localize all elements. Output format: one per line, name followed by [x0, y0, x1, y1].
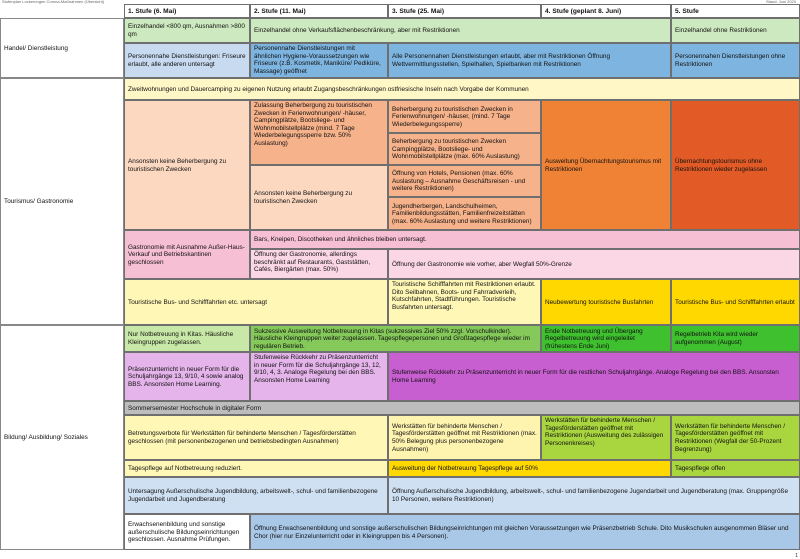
schule-stage-2: Stufenweise Rückkehr zu Präsenzunterricht in neuer Form für die Schuljahrgänge 13, 12, 9/10, 4, 3. Analoge Regelung bei den BBS. Ansonsten Home Learning	[250, 352, 388, 401]
category-tourismus: Tourismus/ Gastronomie	[0, 78, 124, 325]
dienstleistung-stage-1: Personennahe Dienstleistungen: Friseure erlaubt, alle anderen untersagt	[124, 43, 250, 78]
hochschule-row: Sommersemester Hochschule in digitaler Form	[124, 401, 800, 415]
kita-stage-2-3: Sukzessive Ausweitung Notbetreuung in Kitas (sukzessives Ziel 50% zzgl. Vorschulkinder). Häusliche Kleingruppen weiter zugelassen. Tagespflegepersonen und Großtagespflege wieder im regulären Betrieb.	[250, 325, 541, 352]
column-header-stage-1: 1. Stufe (6. Mai)	[124, 4, 250, 18]
column-header-stage-2: 2. Stufe (11. Mai)	[250, 4, 388, 18]
column-header-stage-3: 3. Stufe (25. Mai)	[388, 4, 541, 18]
beherbergung-stage-4: Ausweitung Übernachtungstourismus mit Restriktionen	[541, 100, 671, 230]
tagespflege-stage-1-2: Tagespflege auf Notbetreuung reduziert.	[124, 460, 388, 477]
bus-schiff-stage-4: Neubewertung touristische Busfahrten	[541, 279, 671, 325]
bars-row: Bars, Kneipen, Discotheken und ähnliches bleiben untersagt.	[250, 230, 800, 249]
dienstleistung-stage-5: Personennahen Dienstleistungen ohne Restriktionen	[671, 43, 800, 78]
werkstaetten-stage-5: Werkstätten für behinderte Menschen / Tagesförderstätten geöffnet mit Restriktionen (Wegfall der 50-Prozent Begrenzung)	[671, 415, 800, 460]
erwachsenenbildung-stage-2-5: Öffnung Erwachsenenbildung und sonstige außerschulischen Bildungseinrichtungen mit gleichen Voraussetzungen wie Präsenzbetrieb Schule. Dito Musikschulen ausgenommen Bläser und Chor (hier nur Einzelunterricht oder in Kleingruppen bis 4 Personen).	[250, 514, 800, 550]
column-header-stage-5: 5. Stufe	[671, 4, 800, 18]
kita-stage-1: Nur Notbetreuung in Kitas. Häusliche Kleingruppen zugelassen.	[124, 325, 250, 352]
werkstaetten-stage-3: Werkstätten für behinderte Menschen / Tagesförderstätten geöffnet mit Restriktionen (max. 50% Belegung plus personenbezogene Ausnahmen)	[388, 415, 541, 460]
bus-schiff-stage-3: Touristische Schifffahrten mit Restriktionen erlaubt. Dito Seilbahnen, Boots- und Fahrradverleih, Kutschfahrten, Stadtführungen. Touristische Busfahrten untersagt.	[388, 279, 541, 325]
column-header-stage-4: 4. Stufe (geplant 8. Juni)	[541, 4, 671, 18]
header-right: Stand: Juni 2020	[765, 0, 796, 4]
beherbergung-stage-2-sonst: Ansonsten keine Beherbergung zu touristischen Zwecken	[250, 165, 388, 230]
bus-schiff-stage-5: Touristische Bus- und Schifffahrten erlaubt	[671, 279, 800, 325]
jugendbildung-stage-1-2: Untersagung Außerschulische Jugendbildung, arbeitswelt-, schul- und familienbezogene Jugendarbeit und Jugendberatung	[124, 477, 388, 514]
category-bildung: Bildung/ Ausbildung/ Soziales	[0, 325, 124, 550]
category-handel: Handel/ Dienstleistung	[0, 18, 124, 78]
jugendbildung-stage-3-5: Öffnung Außerschulische Jugendbildung, arbeitswelt-, schul- und familienbezogene Jugendarbeit und Jugendberatung (max. Gruppengröße 10 Personen, weitere Restriktionen)	[388, 477, 800, 514]
dienstleistung-stage-3-4: Alle Personennahen Dienstleistungen erlaubt, aber mit Restriktionen Öffnung Wettvermittlungsstellen, Spielhallen, Spielbanken mit Restriktionen	[388, 43, 671, 78]
tagespflege-stage-3-4: Ausweitung der Notbetreuung Tagespflege auf 50%	[388, 460, 671, 477]
beherbergung-stage-3-jugendherbergen: Jugendherbergen, Landschulheimen, Familienbildungsstätten, Familienfreizeitstätten (max. 60% Auslastung und weitere Restriktionen)	[388, 197, 541, 230]
werkstaetten-stage-1-2: Betretungsverbote für Werkstätten für behinderte Menschen / Tagesförderstätten geschlossen (mit personenbezogenen und betriebsbedingten Ausnahmen)	[124, 415, 388, 460]
beherbergung-stage-3-hotels: Öffnung von Hotels, Pensionen (max. 60% Auslastung – Ausnahme Geschäftsreisen - und weitere Restriktionen)	[388, 165, 541, 197]
einzelhandel-stage-2-4: Einzelhandel ohne Verkaufsflächenbeschränkung, aber mit Restriktionen	[250, 18, 671, 43]
kita-stage-5: Regelbetrieb Kita wird wieder aufgenommen (August)	[671, 325, 800, 352]
beherbergung-stage-5: Übernachtungstourismus ohne Restriktionen wieder zugelassen	[671, 100, 800, 230]
schule-stage-1: Präsenzunterricht in neuer Form für die Schuljahrgänge 13, 9/10, 4 sowie analog BBS. Ansonsten Home Learning.	[124, 352, 250, 401]
beherbergung-stage-2-ferienwohnungen: Zulassung Beherbergung zu touristischen Zwecken in Ferienwohnungen/ -häuser, Campingplätze, Bootsliege- und Wohnmobilstellplätze (mind. 7 Tage Wiederbelegungssperre bzw. 50% Auslastung)	[250, 100, 388, 165]
tagespflege-stage-5: Tagespflege offen	[671, 460, 800, 477]
beherbergung-stage-3-ferienwohnungen: Beherbergung zu touristischen Zwecken in Ferienwohnungen/ -häuser, (mind. 7 Tage Wiederbelegungssperre)	[388, 100, 541, 133]
einzelhandel-stage-5: Einzelhandel ohne Restriktionen	[671, 18, 800, 43]
werkstaetten-stage-4: Werkstätten für behinderte Menschen / Tagesförderstätten geöffnet mit Restriktionen (Ausweitung des zulässigen Personenkreises)	[541, 415, 671, 460]
header-left: Stufenplan Lockerungen Corona-Maßnahmen (Übersicht)	[2, 0, 105, 4]
gastronomie-stage-1: Gastronomie mit Ausnahme Außer-Haus-Verkauf und Betriebskantinen geschlossen	[124, 230, 250, 279]
gastronomie-stage-2: Öffnung der Gastronomie, allerdings beschränkt auf Restaurants, Gaststätten, Cafés, Biergärten (max. 50%)	[250, 249, 388, 279]
dienstleistung-stage-2: Personennahe Dienstleistungen mit ähnlichen Hygiene-Voraussetzungen wie Friseure (z.B. Kosmetik, Maniküre/ Pediküre, Massage) geöffnet	[250, 43, 388, 78]
zweitwohnungen-row: Zweitwohnungen und Dauercamping zu eigenen Nutzung erlaubt Zugangsbeschränkungen ostfriesische Inseln nach Vorgabe der Kommunen	[124, 78, 800, 100]
einzelhandel-stage-1: Einzelhandel <800 qm, Ausnahmen >800 qm	[124, 18, 250, 43]
corner-cell	[0, 4, 124, 18]
schule-stage-3-5: Stufenweise Rückkehr zu Präsenzunterricht in neuer Form für die restlichen Schuljahrgänge. Analoge Regelung bei den BBS. Ansonsten Home Learning	[388, 352, 800, 401]
bus-schiff-stage-1-2: Touristische Bus- und Schifffahrten etc. untersagt	[124, 279, 388, 325]
erwachsenenbildung-stage-1: Erwachsenenbildung und sonstige außerschulische Bildungseinrichtungen geschlossen. Ausnahme Prüfungen.	[124, 514, 250, 550]
beherbergung-stage-3-camping: Beherbergung zu touristischen Zwecken Campingplätze, Bootsliege- und Wohnmobilstellplätze (max. 60% Auslastung)	[388, 133, 541, 165]
page-number: 1	[795, 553, 798, 559]
beherbergung-stage-1: Ansonsten keine Beherbergung zu touristischen Zwecken	[124, 100, 250, 230]
gastronomie-stage-3-5: Öffnung der Gastronomie wie vorher, aber Wegfall 50%-Grenze	[388, 249, 800, 279]
kita-stage-4: Ende Notbetreuung und Übergang Regelbetreuung wird eingeleitet (frühestens Ende Juni)	[541, 325, 671, 352]
